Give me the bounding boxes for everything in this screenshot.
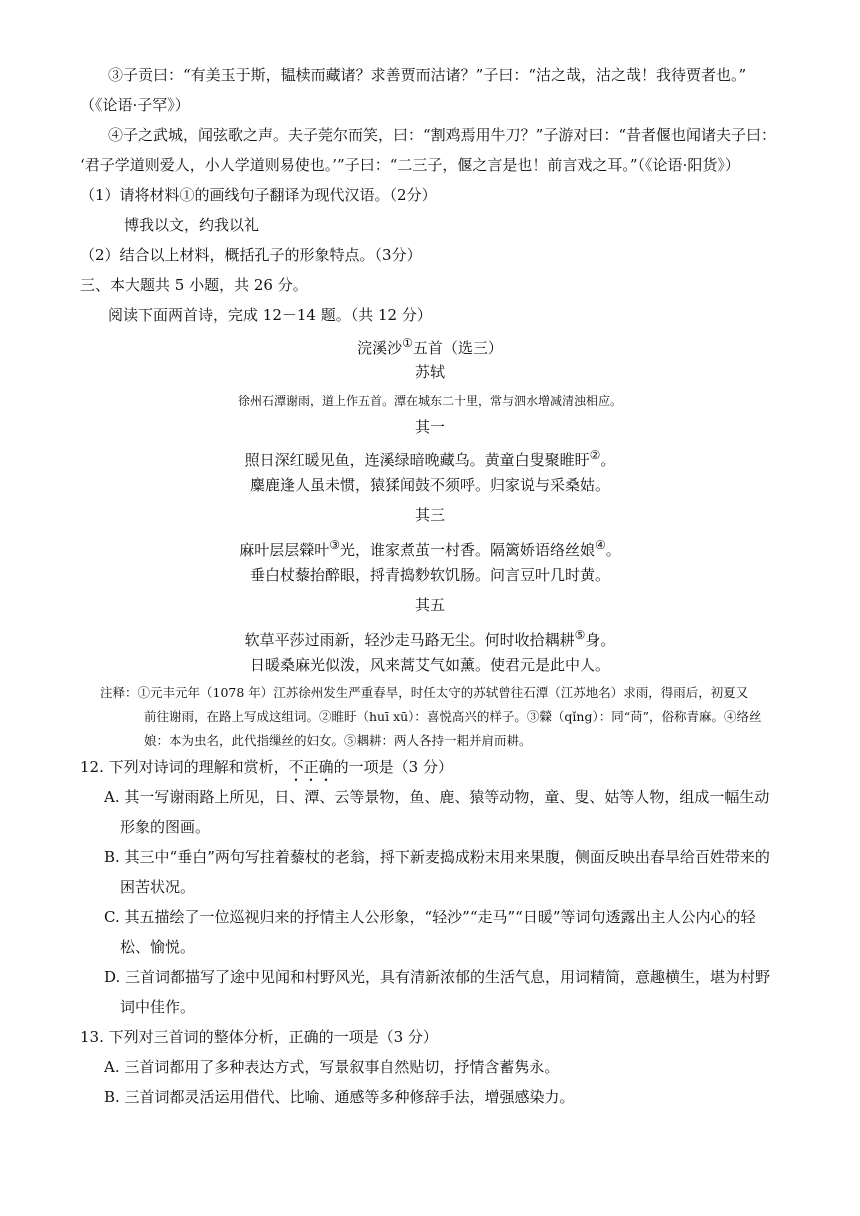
q12-option-d: D. 三首词都描写了途中见闻和村野风光，具有清新浓郁的生活气息，用词精简，意趣横生，堪为村野 [104,968,771,986]
q12-option-b: B. 其三中“垂白”两句写拄着藜杖的老翁，捋下新麦捣成粉末用来果腹，侧面反映出春旱给百姓带来的 [104,848,770,866]
poem-3-line-1: 麻叶层层檾叶③光，谁家煮茧一村香。隔篱娇语络丝娘④。 [239,538,621,559]
poem-author: 苏轼 [414,363,445,381]
section-heading: 三、本大题共 5 小题，共 26 分。 [80,276,308,294]
poem-title: 浣溪沙①五首（选三） [357,336,503,357]
q13-option-b: B. 三首词都灵活运用借代、比喻、通感等多种修辞手法，增强感染力。 [104,1088,575,1106]
q12-option-a: A. 其一写谢雨路上所见，日、潭、云等景物，鱼、鹿、猿等动物，童、叟、姑等人物，组成一幅生动 [104,788,770,806]
question-13: 13. 下列对三首词的整体分析，正确的一项是（3 分） [80,1028,438,1046]
q13-option-a: A. 三首词都用了多种表达方式，写景叙事自然贴切，抒情含蓄隽永。 [104,1058,560,1076]
poem-1-line-2: 麋鹿逢人虽未惯，猿猱闻鼓不须呼。归家说与采桑姑。 [249,476,610,494]
poem-1-line-1: 照日深红暖见鱼，连溪绿暗晚藏乌。黄童白叟聚睢盱②。 [244,448,616,469]
q12-option-c-cont: 松、愉悦。 [120,938,196,956]
annotation-line-2: 前往谢雨，在路上写成这组词。②睢盱（huī xū）：喜悦高兴的样子。③檾（qǐng）：同“苘”，俗称青麻。④络丝 [144,709,762,724]
annotation-line-1: 注释：①元丰元年（1078 年）江苏徐州发生严重春旱，时任太守的苏轼曾往石潭（江苏地名）求雨，得雨后，初夏又 [100,685,749,700]
q12-option-d-cont: 词中佳作。 [120,998,196,1016]
material-3-source: （《论语·子罕》） [80,96,190,114]
question-11-2: （2）结合以上材料，概括孔子的形象特点。（3分） [80,246,422,264]
emphasis-not-correct: 不正确 [288,758,334,776]
poem-3-line-2: 垂白杖藜抬醉眼，捋青捣麨软饥肠。问言豆叶几时黄。 [249,566,610,584]
q12-option-b-cont: 困苦状况。 [120,878,196,896]
material-3: ③子贡曰：“有美玉于斯，韫椟而藏诸？求善贾而沽诸？”子曰：“沽之哉，沽之哉！我待贾者也。” [108,66,747,84]
poem-1-heading: 其一 [414,418,445,436]
question-12: 12. 下列对诗词的理解和赏析，不正确的一项是（3 分） [80,758,453,776]
question-11-1: （1）请将材料①的画线句子翻译为现代汉语。（2分） [80,186,437,204]
annotation-line-3: 娘：本为虫名，此代指缫丝的妇女。⑤耦耕：两人各持一耜并肩而耕。 [144,733,532,748]
reading-instruction: 阅读下面两首诗，完成 12－14 题。（共 12 分） [108,306,432,324]
poem-5-line-2: 日暖桑麻光似泼，风来蒿艾气如薰。使君元是此中人。 [249,656,610,674]
poem-5-heading: 其五 [414,596,445,614]
q12-option-a-cont: 形象的图画。 [120,818,211,836]
material-4: ④子之武城，闻弦歌之声。夫子莞尔而笑，曰：“割鸡焉用牛刀？”子游对曰：“昔者偃也闻诸夫子曰： [108,126,777,144]
q12-option-c: C. 其五描绘了一位巡视归来的抒情主人公形象，“轻沙”“走马”“日暖”等词句透露出主人公内心的轻 [104,908,756,926]
poem-5-line-1: 软草平莎过雨新，轻沙走马路无尘。何时收拾耦耕⑤身。 [244,628,616,649]
poem-preface: 徐州石潭谢雨，道上作五首。潭在城东二十里，常与泗水增减清浊相应。 [237,394,622,408]
poem-3-heading: 其三 [414,506,445,524]
underlined-sentence: 博我以文，约我以礼 [124,216,260,234]
material-4-cont: ‘君子学道则爱人，小人学道则易使也。’”子曰：“二三子，偃之言是也！前言戏之耳。”（《论语·阳货》） [80,156,740,174]
